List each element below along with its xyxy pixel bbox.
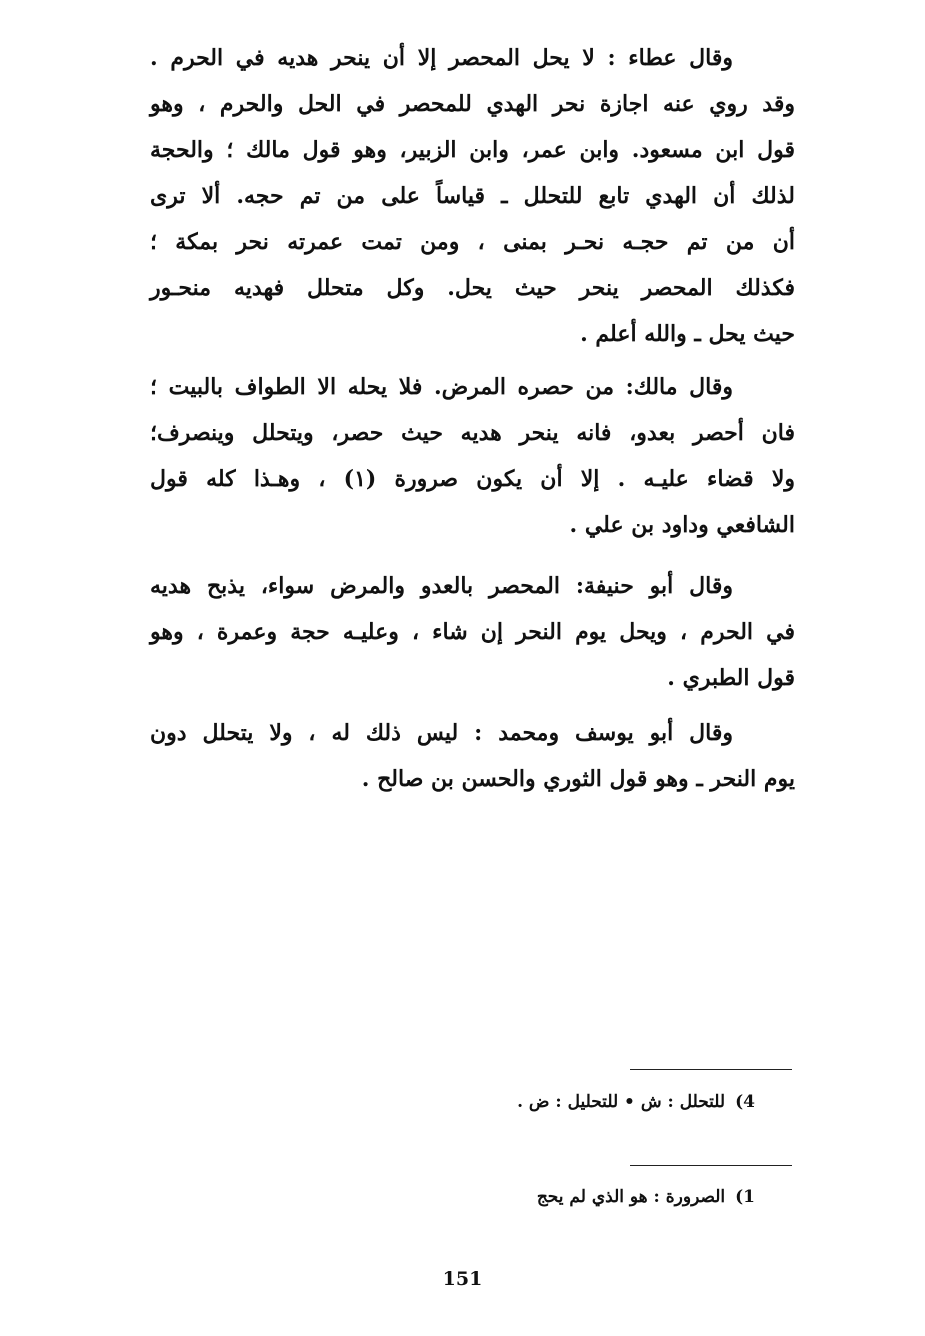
footnote-text: للتحلل : ش • للتحليل : ض . <box>517 1092 726 1112</box>
footnote-text: الصرورة : هو الذي لم يحج <box>536 1187 726 1207</box>
text-line: وقال أبو حنيفة: المحصر بالعدو والمرض سواء، يذبح هديه <box>150 573 733 599</box>
paragraph-1 <box>150 35 795 357</box>
footnote-separator <box>630 1165 792 1166</box>
text-line: الشافعي وداود بن علي . <box>569 512 795 538</box>
text-line: يوم النحر ـ وهو قول الثوري والحسن بن صالح . <box>361 766 795 792</box>
text-line: في الحرم ، ويحل يوم النحر إن شاء ، وعليـه حجة وعمرة ، وهو <box>150 619 795 645</box>
page-number: 151 <box>442 1268 483 1290</box>
paragraph-3 <box>150 563 795 701</box>
text-line: وقال أبو يوسف ومحمد : ليس ذلك له ، ولا يتحلل دون <box>150 720 733 746</box>
text-line: فان أحصر بعدو، فانه ينحر هديه حيث حصر، ويتحلل وينصرف؛ <box>150 420 795 446</box>
text-line: فكذلك المحصر ينحر حيث يحل. وكل متحلل فهديه منحـور <box>150 275 795 301</box>
text-line: قول الطبري . <box>667 665 795 691</box>
text-line: حيث يحل ـ والله أعلم . <box>580 321 795 347</box>
text-line: وقد روي عنه اجازة نحر الهدي للمحصر في الحل والحرم ، وهو <box>150 91 795 117</box>
footnote <box>517 1092 755 1112</box>
footnote-separator <box>630 1069 792 1070</box>
footnote <box>537 1187 755 1207</box>
text-line: ولا قضاء عليـه . إلا أن يكون صرورة (١) ، وهـذا كله قول <box>150 466 795 492</box>
footnote-number: 1) <box>735 1187 755 1207</box>
text-line: قول ابن مسعود. وابن عمر، وابن الزبير، وهو قول مالك ؛ والحجة <box>150 137 795 163</box>
footnote-number: 4) <box>735 1092 755 1112</box>
text-line: وقال عطاء : لا يحل المحصر إلا أن ينحر هديه في الحرم . <box>150 45 733 71</box>
text-line: أن من تم حجـه نحـر بمنى ، ومن تمت عمرته نحر بمكة ؛ <box>150 229 795 255</box>
text-line: لذلك أن الهدي تابع للتحلل ـ قياساً على من تم حجه. ألا ترى <box>150 183 795 209</box>
text-line: وقال مالك: من حصره المرض. فلا يحله الا الطواف بالبيت ؛ <box>150 374 733 400</box>
paragraph-4 <box>150 710 795 802</box>
paragraph-2 <box>150 364 795 548</box>
